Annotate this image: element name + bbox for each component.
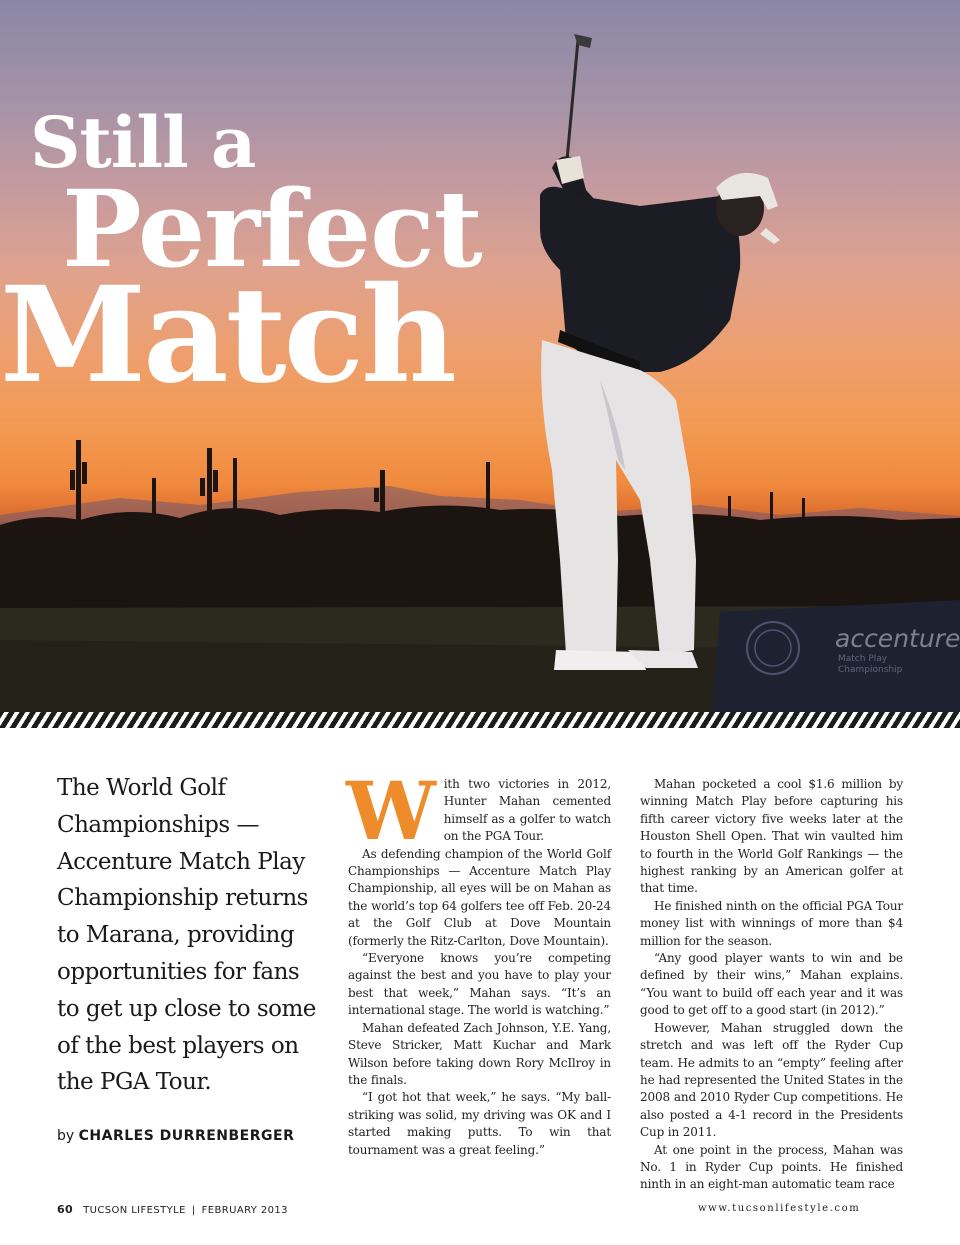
body-paragraph: Mahan defeated Zach Johnson, Y.E. Yang, Steve Stricker, Matt Kuchar and Mark Wilson before taking down Rory McIlroy in the finals. [348,1020,611,1087]
body-paragraph: Mahan pocketed a cool $1.6 million by winning Match Play before capturing his fifth career victory five weeks later at the Houston Shell Open. That win vaulted him to fourth in the World Golf Rankings — the highest ranking by an American golfer at that time. [640,777,903,896]
body-paragraph: However, Mahan struggled down the stretch and was left off the Ryder Cup team. He admits to an “empty” feeling after he had represented the United States in the 2008 and 2010 Ryder Cup competitions. He also posted a 4-1 record in the Presidents Cup in 2011. [640,1020,903,1140]
headline-line-2: Perfect [62,166,482,291]
body-paragraph: “Any good player wants to win and be defined by their wins,” Mahan explains. “You want to build off each year and it was good to get off to a good start (in 2012).” [640,951,903,1018]
issue-date: FEBRUARY 2013 [201,1205,288,1216]
body-paragraph: As defending champion of the World Golf Championships — Accenture Match Play Championship, all eyes will be on Mahan as the world’s top 64 golfers tee off Feb. 20-24 at the Golf Club at Dove Mountain (formerly the Ritz-Carlton, Dove Mountain). [348,846,611,948]
article-deck: The World Golf Championships — Accenture Match Play Championship returns to Marana, providing opportunities for fans to get up close to some of the best players on the PGA Tour. [57,775,316,1096]
footer-separator: | [191,1205,196,1216]
byline-prefix: by [57,1128,75,1144]
body-paragraph: He finished ninth on the official PGA Tour money list with winnings of more than $4 million for the season. [640,898,903,948]
body-paragraph: At one point in the process, Mahan was No. 1 in Ryder Cup points. He finished ninth in an eight-man automatic team race [640,1142,903,1192]
author-name: CHARLES DURRENBERGER [78,1128,295,1144]
body-column-1 [346,764,611,1159]
sponsor-logo: accenture [835,624,960,653]
sponsor-logo-subtitle: Match Play Championship [838,654,903,675]
page-number: 60 [57,1203,74,1216]
drop-cap: W [346,764,436,858]
page-footer [57,1203,288,1216]
website-url: www.tucsonlifestyle.com [698,1203,861,1214]
body-column-2 [640,776,903,1194]
body-paragraph: “Everyone knows you’re competing against the best and you have to play your best that week,” Mahan says. “It’s an international stage. The world is watching.” [348,951,611,1018]
body-paragraph: With two victories in 2012, Hunter Mahan cemented himself as a golfer to watch on the PGA Tour. [346,764,611,858]
headline-line-1: Still a [30,101,256,184]
body-paragraph: “I got hot that week,” he says. “My ball-striking was solid, my driving was OK and I started making putts. To win that tournament was a great feeling.” [348,1090,611,1157]
magazine-name: TUCSON LIFESTYLE [83,1205,186,1216]
byline [57,1128,294,1144]
headline-line-3: Match [0,258,454,413]
hatched-divider [0,712,960,728]
